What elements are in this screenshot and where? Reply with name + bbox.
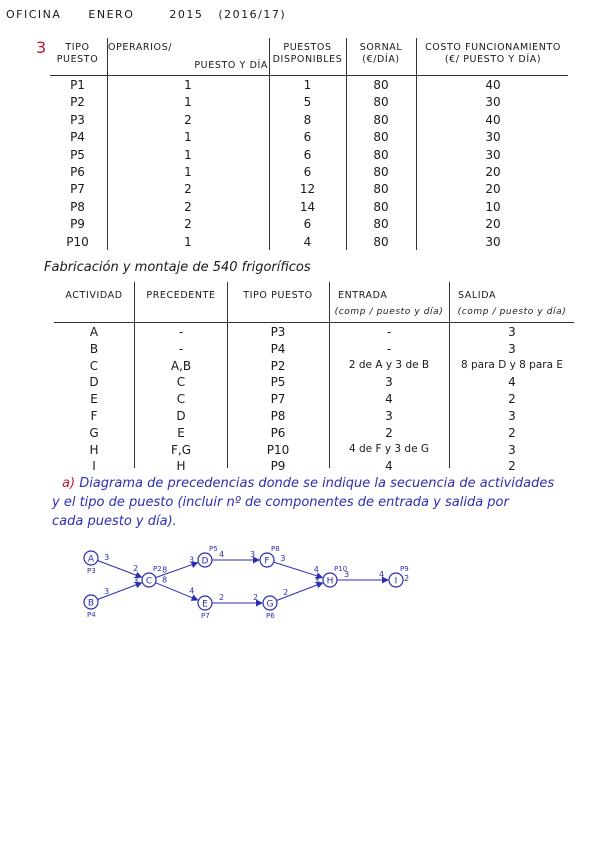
t1-cell-puestos: 4	[303, 234, 312, 249]
t1-cell-costo: 30	[485, 95, 501, 110]
edge-out-label: 4	[219, 550, 225, 559]
node-label: G	[266, 599, 274, 610]
header	[6, 8, 286, 21]
edge-in-label: 2	[253, 593, 259, 602]
node-label: H	[326, 576, 334, 587]
edge-in-label: 3	[133, 576, 139, 586]
edge-out-label: 8	[161, 575, 168, 585]
precedence-diagram	[0, 530, 600, 630]
t2-cell-entrada: 2 de A y 3 de B	[348, 358, 430, 371]
t1-cell-tipo: P9	[70, 217, 85, 232]
t1-cell-tipo: P3	[70, 112, 85, 127]
edge-out-label: 3	[104, 552, 110, 562]
edge-in-label: 3	[188, 555, 195, 565]
t1-cell-sornal: 80	[373, 78, 389, 92]
t2-cell-prec: H	[176, 459, 186, 474]
node-E	[198, 596, 212, 620]
t1-cell-operarios: 1	[184, 78, 192, 92]
t2-header-precedente: PRECEDENTE	[146, 290, 216, 301]
question-line3: cada puesto y día).	[52, 514, 177, 529]
t2-cell-tipo: P4	[270, 341, 286, 356]
node-puesto: P10	[334, 565, 348, 573]
t1-cell-tipo: P2	[70, 95, 85, 110]
t2-cell-tipo: P6	[270, 425, 286, 440]
t1-cell-operarios: 1	[184, 95, 192, 110]
node-B	[84, 595, 98, 619]
t2-cell-act: H	[89, 442, 99, 457]
edge-in-label: 4	[313, 564, 319, 574]
t1-cell-operarios: 2	[184, 112, 192, 127]
t1-cell-tipo: P10	[66, 234, 89, 249]
question-line1: Diagrama de precedencias donde se indique la secuencia de actividades	[79, 476, 555, 491]
t1-divider	[346, 38, 347, 250]
node-I-output: 2	[404, 574, 410, 583]
node-puesto: P3	[87, 567, 96, 575]
t2-cell-entrada: 2	[385, 425, 393, 440]
node-puesto: P2	[153, 565, 162, 573]
edge-out-label: 2	[219, 593, 225, 602]
t1-cell-tipo: P6	[70, 165, 85, 179]
node-label: E	[202, 599, 208, 610]
t2-cell-salida: 3	[508, 442, 516, 457]
node-label: C	[145, 576, 153, 587]
t1-cell-tipo: P1	[70, 78, 85, 92]
t1-header-costo: COSTO FUNCIONAMIENTO (€/ PUESTO Y DÍA)	[425, 42, 561, 65]
t2-cell-act: E	[90, 392, 98, 407]
t1-cell-puestos: 8	[303, 112, 312, 127]
header-month: ENERO	[88, 8, 135, 21]
t2-cell-entrada: -	[386, 325, 392, 339]
edge-out-label: 3	[344, 570, 350, 579]
t2-cell-prec: -	[178, 341, 184, 356]
t1-cell-puestos: 5	[303, 95, 312, 110]
t1-cell-sornal: 80	[373, 234, 389, 249]
t2-header-tipo: TIPO PUESTO	[243, 290, 313, 301]
t1-cell-costo: 30	[485, 130, 501, 145]
t1-cell-costo: 20	[485, 217, 501, 232]
t1-cell-sornal: 80	[373, 147, 389, 162]
t2-cell-tipo: P3	[270, 325, 286, 339]
t1-cell-tipo: P5	[70, 147, 85, 162]
t2-cell-prec: D	[176, 409, 186, 423]
edge-out-label: 8	[162, 565, 168, 575]
t2-cell-act: F	[90, 409, 98, 423]
t2-cell-prec: C	[176, 392, 186, 407]
question-line2: y el tipo de puesto (incluir nº de componentes de entrada y salida por	[52, 495, 509, 510]
t2-cell-prec: C	[176, 375, 186, 390]
t1-cell-operarios: 1	[184, 147, 192, 162]
t1-cell-tipo: P8	[70, 199, 85, 214]
t1-cell-tipo: P7	[70, 182, 85, 197]
t2-cell-act: D	[89, 375, 99, 390]
t1-cell-puestos: 1	[303, 78, 312, 92]
edge-out-label: 2	[283, 587, 289, 597]
t2-header-entrada: ENTRADA (comp / puesto y día)	[334, 290, 444, 317]
t1-header-operarios: OPERARIOS/ PUESTO Y DÍA	[108, 42, 268, 71]
edge-out-label: 3	[104, 587, 110, 597]
node-label: D	[201, 556, 209, 567]
t2-cell-prec: F,G	[170, 442, 191, 457]
t1-cell-costo: 10	[485, 199, 501, 214]
t1-cell-costo: 40	[485, 78, 501, 92]
t1-cell-costo: 30	[485, 147, 501, 162]
header-year: 2015	[169, 8, 204, 21]
node-A	[84, 551, 98, 575]
question	[52, 474, 555, 531]
t2-cell-salida: 8 para D y 8 para E	[460, 358, 564, 371]
t2-header-salida: SALIDA (comp / puesto y día)	[457, 290, 567, 317]
t2-cell-tipo: P10	[266, 442, 290, 457]
t2-cell-act: I	[92, 459, 96, 474]
t1-cell-puestos: 6	[303, 165, 312, 179]
node-puesto: P6	[266, 612, 275, 620]
t1-cell-puestos: 6	[303, 130, 312, 145]
node-F	[260, 545, 280, 567]
edge-out-label: 3	[280, 554, 286, 564]
t2-cell-tipo: P8	[270, 409, 286, 423]
t1-cell-tipo: P4	[70, 130, 85, 145]
t2-cell-tipo: P7	[270, 392, 286, 407]
t1-header-tipo: TIPO PUESTO	[56, 42, 99, 65]
edge-in-label: 2	[133, 563, 139, 573]
t1-cell-costo: 30	[485, 234, 501, 249]
t1-cell-puestos: 12	[299, 182, 316, 197]
t2-cell-salida: 3	[508, 325, 516, 339]
t2-cell-salida: 2	[508, 392, 516, 407]
t1-cell-costo: 40	[485, 112, 501, 127]
edge-in-label: 4	[189, 586, 195, 596]
t2-cell-prec: A,B	[170, 358, 192, 373]
t1-cell-puestos: 6	[303, 147, 312, 162]
table1-number: 3	[36, 38, 47, 57]
node-puesto: P5	[209, 545, 218, 553]
t1-cell-operarios: 1	[184, 130, 192, 145]
node-label: F	[264, 556, 270, 567]
node-label: I	[394, 576, 398, 587]
t2-cell-entrada: 3	[385, 409, 393, 423]
t2-cell-act: B	[89, 341, 99, 356]
node-label: B	[87, 598, 95, 609]
node-puesto: P4	[87, 611, 96, 619]
t2-divider	[134, 282, 135, 468]
question-label: a)	[62, 476, 76, 491]
fabrication-title: Fabricación y montaje de 540 frigoríficos	[44, 260, 311, 275]
t1-cell-sornal: 80	[373, 165, 389, 179]
node-puesto: P7	[201, 612, 210, 620]
t1-cell-sornal: 80	[373, 95, 389, 110]
node-puesto: P8	[271, 545, 280, 553]
t1-cell-operarios: 1	[184, 165, 192, 179]
t1-header-rule	[50, 75, 568, 76]
edge-in-label: 3	[314, 576, 320, 586]
edge-in-label: 4	[379, 570, 385, 579]
t2-cell-entrada: -	[386, 341, 392, 356]
t2-cell-tipo: P5	[270, 375, 286, 390]
node-label: A	[87, 554, 95, 565]
t2-cell-salida: 2	[508, 425, 516, 440]
t2-cell-salida: 2	[508, 459, 516, 474]
t1-cell-puestos: 14	[299, 199, 316, 214]
t1-cell-operarios: 2	[184, 182, 192, 197]
t2-cell-prec: -	[178, 325, 184, 339]
t2-cell-entrada: 3	[385, 375, 393, 390]
t2-cell-entrada: 4	[385, 392, 393, 407]
t2-header-actividad: ACTIVIDAD	[65, 290, 123, 301]
t1-cell-costo: 20	[485, 182, 501, 197]
t2-cell-act: C	[89, 358, 99, 373]
t1-header-sornal: SORNAL (€/DÍA)	[359, 42, 403, 65]
t1-divider	[416, 38, 417, 250]
t1-cell-sornal: 80	[373, 217, 389, 232]
t1-cell-sornal: 80	[373, 130, 389, 145]
t1-cell-costo: 20	[485, 165, 501, 179]
t2-cell-tipo: P2	[270, 358, 286, 373]
t1-cell-puestos: 6	[303, 217, 312, 232]
t2-cell-salida: 3	[508, 409, 516, 423]
t1-cell-operarios: 2	[184, 199, 192, 214]
t1-cell-operarios: 2	[184, 217, 192, 232]
node-G	[263, 596, 277, 620]
t1-header-puestos: PUESTOS DISPONIBLES	[272, 42, 343, 65]
t2-cell-act: G	[89, 425, 99, 440]
t1-cell-sornal: 80	[373, 199, 389, 214]
header-office: OFICINA	[6, 8, 62, 21]
t2-cell-prec: E	[177, 425, 185, 440]
t2-cell-salida: 3	[508, 341, 516, 356]
t2-cell-tipo: P9	[270, 459, 286, 474]
t2-cell-act: A	[89, 325, 99, 339]
header-code: (2016/17)	[218, 8, 287, 21]
node-puesto: P9	[400, 565, 409, 573]
t2-cell-entrada: 4 de F y 3 de G	[348, 442, 430, 455]
t1-cell-operarios: 1	[184, 234, 192, 249]
edge-in-label: 3	[250, 550, 256, 559]
t2-cell-entrada: 4	[385, 459, 393, 474]
t1-cell-sornal: 80	[373, 182, 389, 197]
t2-cell-salida: 4	[508, 375, 516, 390]
t2-header-rule	[54, 322, 574, 323]
t1-cell-sornal: 80	[373, 112, 389, 127]
node-D	[198, 545, 218, 567]
